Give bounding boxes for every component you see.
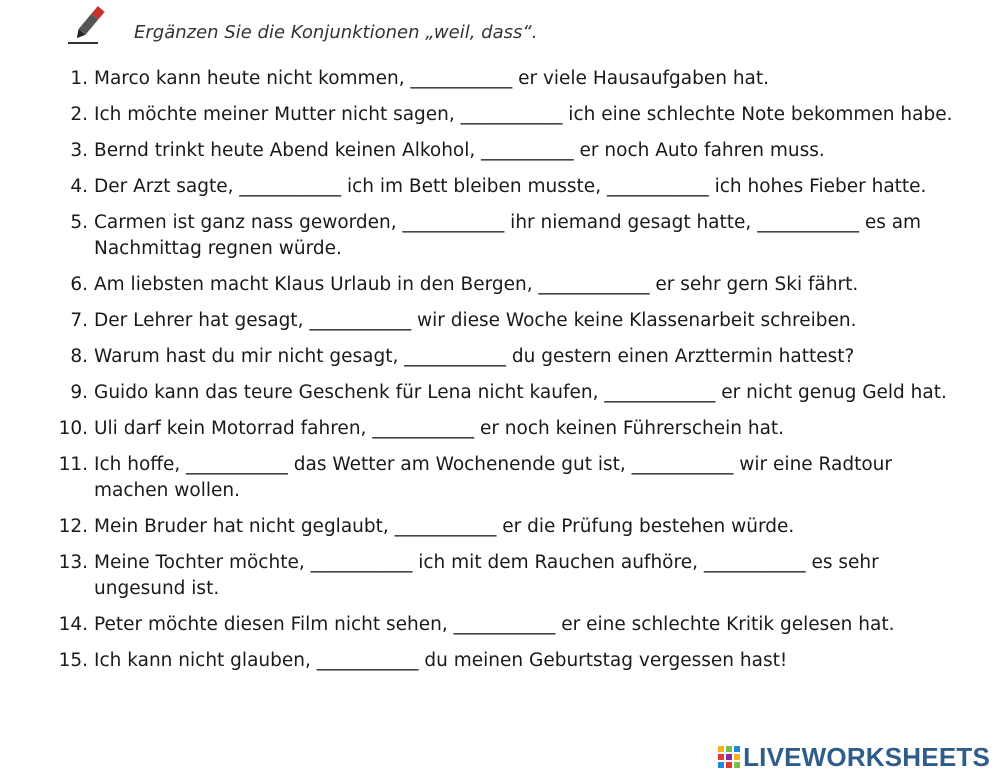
- sentence-fragment: Ich möchte meiner Mutter nicht sagen,: [94, 104, 461, 125]
- sentence-fragment: Warum hast du mir nicht gesagt,: [94, 346, 405, 367]
- item-text: [94, 452, 954, 504]
- exercise-item: [0, 452, 1000, 504]
- item-number: 11.: [58, 454, 88, 475]
- item-text: [94, 380, 954, 406]
- item-number: 6.: [70, 274, 88, 295]
- exercise-item: [0, 272, 1000, 298]
- answer-blank[interactable]: ___________: [703, 552, 806, 573]
- exercise-item: [0, 550, 1000, 602]
- answer-blank[interactable]: ___________: [631, 454, 734, 475]
- item-text: [94, 272, 954, 298]
- sentence-fragment: Meine Tochter möchte,: [94, 552, 311, 573]
- item-number: 13.: [58, 552, 88, 573]
- item-text: [94, 550, 954, 602]
- sentence-fragment: Bernd trinkt heute Abend keinen Alkohol,: [94, 140, 482, 161]
- sentence-fragment: ihr niemand gesagt hatte,: [504, 212, 758, 233]
- item-number: 9.: [70, 382, 88, 403]
- sentence-fragment: er noch keinen Führerschein hat.: [474, 418, 785, 439]
- answer-blank[interactable]: __________: [481, 140, 574, 161]
- item-number: 14.: [58, 614, 88, 635]
- exercise-item: [0, 514, 1000, 540]
- item-number: 15.: [58, 650, 88, 671]
- item-number: 12.: [58, 516, 88, 537]
- item-text: [94, 648, 954, 674]
- sentence-fragment: es am Nachmittag regnen würde.: [94, 212, 922, 259]
- liveworksheets-logo-text: LIVEWORKSHEETS: [743, 741, 990, 772]
- sentence-fragment: Carmen ist ganz nass geworden,: [94, 212, 403, 233]
- answer-blank[interactable]: ___________: [402, 212, 505, 233]
- sentence-fragment: Uli darf kein Motorrad fahren,: [94, 418, 373, 439]
- answer-blank[interactable]: ___________: [372, 418, 475, 439]
- exercise-item: [0, 102, 1000, 128]
- item-number: 1.: [70, 68, 88, 89]
- exercise-item: [0, 648, 1000, 674]
- sentence-fragment: ich eine schlechte Note bekommen habe.: [562, 104, 953, 125]
- sentence-fragment: Der Arzt sagte,: [94, 176, 240, 197]
- exercise-item: [0, 612, 1000, 638]
- answer-blank[interactable]: ___________: [309, 310, 412, 331]
- exercise-item: [0, 138, 1000, 164]
- answer-blank[interactable]: ___________: [404, 346, 507, 367]
- item-text: [94, 174, 954, 200]
- item-text: [94, 416, 954, 442]
- item-text: [94, 344, 954, 370]
- sentence-fragment: Marco kann heute nicht kommen,: [94, 68, 411, 89]
- sentence-fragment: ich mit dem Rauchen aufhöre,: [412, 552, 704, 573]
- answer-blank[interactable]: ___________: [310, 552, 413, 573]
- item-number: 4.: [70, 176, 88, 197]
- answer-blank[interactable]: ___________: [460, 104, 563, 125]
- sentence-fragment: es sehr ungesund ist.: [94, 552, 879, 599]
- item-text: [94, 308, 954, 334]
- answer-blank[interactable]: ___________: [757, 212, 859, 233]
- item-number: 8.: [70, 346, 88, 367]
- item-text: [94, 210, 954, 262]
- sentence-fragment: das Wetter am Wochenende gut ist,: [287, 454, 632, 475]
- exercise-item: [0, 174, 1000, 200]
- exercise-item: [0, 380, 1000, 406]
- item-number: 2.: [70, 104, 88, 125]
- sentence-fragment: Ich hoffe,: [94, 454, 187, 475]
- sentence-fragment: du meinen Geburtstag vergessen hast!: [418, 650, 788, 671]
- exercise-item: [0, 210, 1000, 262]
- exercise-item: [0, 308, 1000, 334]
- item-text: [94, 612, 954, 638]
- sentence-fragment: Am liebsten macht Klaus Urlaub in den Bergen,: [94, 274, 539, 295]
- exercise-item: [0, 416, 1000, 442]
- sentence-fragment: du gestern einen Arzttermin hattest?: [506, 346, 855, 367]
- item-text: [94, 102, 954, 128]
- sentence-fragment: ich hohes Fieber hatte.: [708, 176, 927, 197]
- sentence-fragment: wir diese Woche keine Klassenarbeit schreiben.: [411, 310, 857, 331]
- sentence-fragment: Ich kann nicht glauben,: [94, 650, 317, 671]
- item-number: 5.: [70, 212, 88, 233]
- answer-blank[interactable]: ___________: [186, 454, 288, 475]
- pen-icon: [66, 4, 110, 48]
- sentence-fragment: er nicht genug Geld hat.: [715, 382, 947, 403]
- sentence-fragment: er noch Auto fahren muss.: [573, 140, 825, 161]
- item-text: [94, 66, 954, 92]
- sentence-fragment: er sehr gern Ski fährt.: [649, 274, 859, 295]
- exercise-list: [0, 66, 1000, 684]
- answer-blank[interactable]: ___________: [453, 614, 556, 635]
- liveworksheets-logo-icon: [717, 745, 741, 769]
- answer-blank[interactable]: ____________: [604, 382, 716, 403]
- sentence-fragment: er eine schlechte Kritik gelesen hat.: [555, 614, 895, 635]
- answer-blank[interactable]: ___________: [239, 176, 342, 197]
- item-number: 7.: [70, 310, 88, 331]
- sentence-fragment: Peter möchte diesen Film nicht sehen,: [94, 614, 454, 635]
- answer-blank[interactable]: ___________: [394, 516, 497, 537]
- item-number: 3.: [70, 140, 88, 161]
- sentence-fragment: er die Prüfung bestehen würde.: [496, 516, 795, 537]
- sentence-fragment: wir eine Radtour machen wollen.: [94, 454, 892, 501]
- answer-blank[interactable]: ___________: [410, 68, 513, 89]
- answer-blank[interactable]: ___________: [606, 176, 709, 197]
- exercise-item: [0, 344, 1000, 370]
- liveworksheets-logo[interactable]: [717, 742, 990, 772]
- item-number: 10.: [58, 418, 88, 439]
- instruction-text: Ergänzen Sie die Konjunktionen „weil, dass“.: [134, 22, 538, 43]
- answer-blank[interactable]: ___________: [316, 650, 419, 671]
- item-text: [94, 514, 954, 540]
- sentence-fragment: ich im Bett bleiben musste,: [341, 176, 607, 197]
- answer-blank[interactable]: ____________: [538, 274, 650, 295]
- sentence-fragment: Mein Bruder hat nicht geglaubt,: [94, 516, 395, 537]
- item-text: [94, 138, 954, 164]
- sentence-fragment: Guido kann das teure Geschenk für Lena nicht kaufen,: [94, 382, 605, 403]
- exercise-item: [0, 66, 1000, 92]
- sentence-fragment: Der Lehrer hat gesagt,: [94, 310, 310, 331]
- sentence-fragment: er viele Hausaufgaben hat.: [512, 68, 770, 89]
